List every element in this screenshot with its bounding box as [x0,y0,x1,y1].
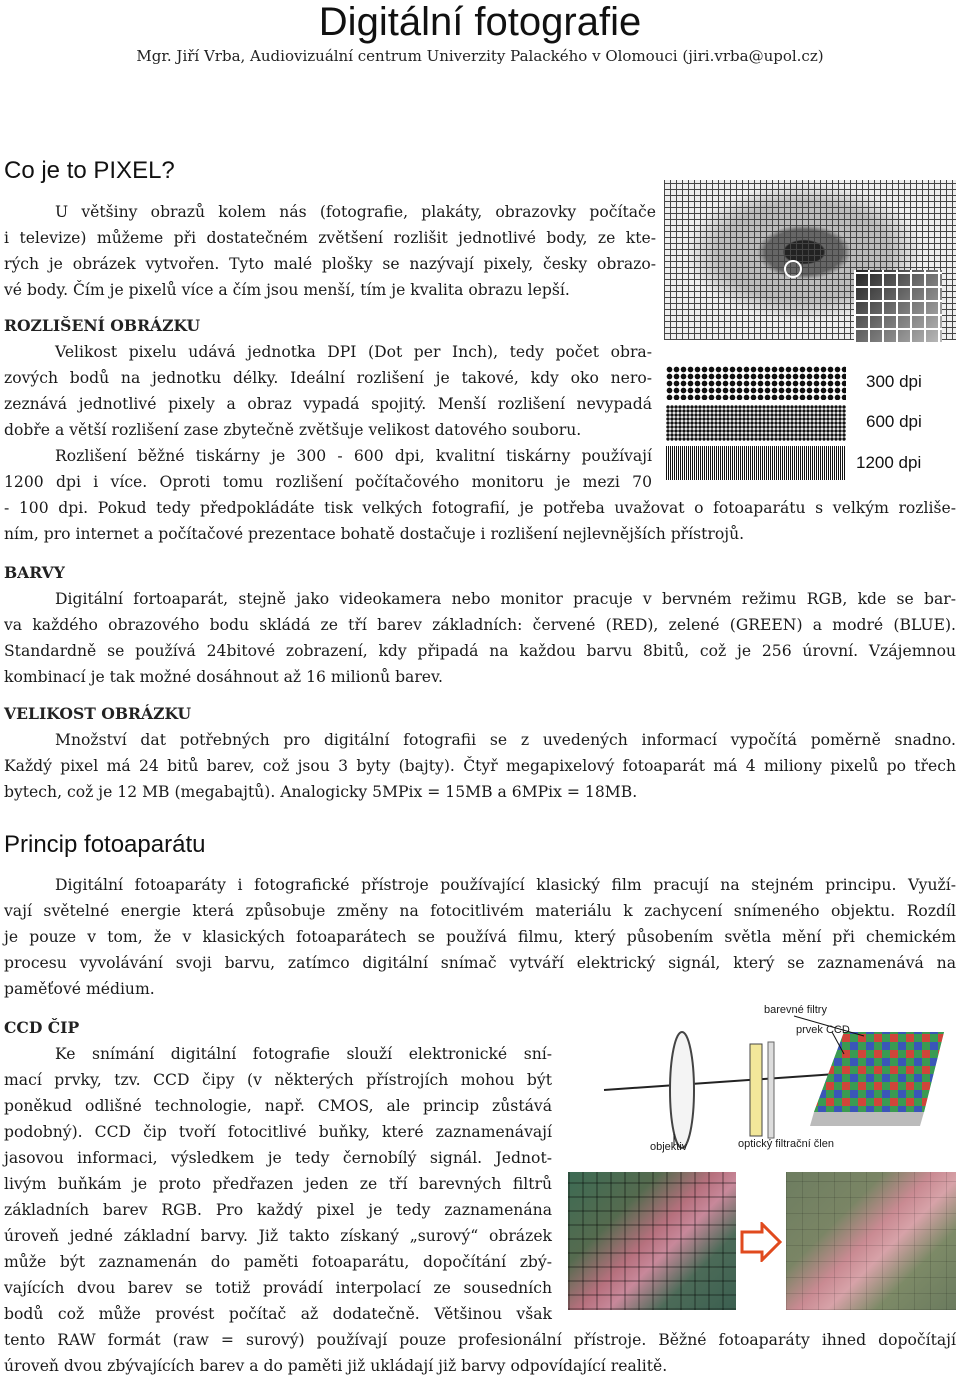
text-line: Velikost pixelu udává jednotka DPI (Dot per Inch), tedy počet obra- [55,343,652,361]
text-line: i televize) můžeme při dostatečném zvětšení rozlišit jednotlivé body, ze kte- [4,229,656,247]
text-line: rých je obrázek vytvořen. Tyto malé plošky se nazývají pixely, česky obrazo- [4,255,656,273]
text-line: základních barev RGB. Pro každý pixel je tedy zaznamenána [4,1201,552,1219]
ccd-diagram-svg [594,1002,954,1160]
label-optical-filter: optický filtrační člen [738,1138,834,1150]
label-color-filters: barevné filtry [764,1004,827,1016]
label-ccd-element: prvek CCD [796,1024,850,1036]
text-line: Standardně se používá 24bitové zobrazení, kdy připadá na každou barvu 8bitů, což je 256 úrovní. Vzájemnou [4,642,956,660]
dpi-label-300: 300 dpi [866,372,922,391]
text-line: úroveň dvou zbývajících barev a do paměti již ukládají již barvy odpovídající realitě. [4,1357,668,1375]
raw-bayer-image [568,1172,736,1310]
text-line: vajících dvou barev se totiž provádí interpolací ze sousedních [4,1279,552,1297]
zoomed-pixels-inset [854,270,942,344]
text-line: zeznává jednotlivé pixely a obraz vypadá spojitý. Menší rozlišení nevypadá [4,395,652,413]
text-line: tento RAW formát (raw = surový) používají pouze profesionální přístroje. Běžné fotoaparáty ihned dopočítají [4,1331,956,1349]
zoom-circle-icon [784,260,802,278]
text-line: Množství dat potřebných pro digitální fotografii se z uvedených informací vypočítá poměrně snadno. [55,731,956,749]
dpi-pattern-1200 [666,446,846,480]
text-line: paměťové médium. [4,980,155,998]
text-line: bytech, což je 12 MB (megabajtů). Analogicky 5MPix = 15MB a 6MPix = 18MB. [4,783,638,801]
text-line: Digitální fortoaparát, stejně jako videokamera nebo monitor pracuje v bervném režimu RGB, kde se bar- [55,590,956,608]
text-line: dobře a větší rozlišení zase zbytečně zvětšuje velikost datového souboru. [4,421,582,439]
resolution-paragraph [4,339,652,495]
text-line: podobný). CCD čip tvoří fotocitlivé buňky, které zaznamenávají [4,1123,552,1141]
ccd-heading: CCD ČIP [4,1018,80,1037]
text-line: ním, pro internet a počítačové prezentace bohatě dostačuje i rozlišení nejlevnějších přístrojů. [4,525,745,543]
page-title: Digitální fotografie [318,0,642,44]
colors-heading: BARVY [4,563,65,582]
optical-filter-shape [750,1044,762,1136]
text-line: Ke snímání digitální fotografie slouží elektronické sní- [55,1045,552,1063]
size-heading: VELIKOST OBRÁZKU [4,704,192,723]
ccd-paragraph-cont [4,1327,956,1379]
text-line: mací prvky, tzv. CCD čipy (v některých přístrojích mohou být [4,1071,552,1089]
text-line: vají světelné energie která způsobuje změny na fotocitlivém materiálu k zachycení snímeného objektu. Rozdíl [4,902,956,920]
camera-principle-paragraph [4,872,956,1002]
resolution-heading: ROZLIŠENÍ OBRÁZKU [4,316,201,335]
text-line: Každý pixel má 24 bitů barev, což jsou 3 byty (bajty). Čtyř megapixelový fotoaparát má 4 miliony pixelů po třech [4,757,956,775]
interpolated-image [786,1172,956,1310]
text-line: vé body. Čím je pixelů více a čím jsou menší, tím je kvalita obrazu lepší. [4,281,570,299]
text-line: je pouze v tom, že v klasických fotoaparátech se používá filmu, který působením světla mění při chemickém [4,928,956,946]
dpi-label-1200: 1200 dpi [856,453,922,472]
text-line: bodů což může provést počítač až dodatečně. Většinou však [4,1305,552,1323]
text-line: může být zaznamenán do paměti fotoaparátu, dopočítání zbý- [4,1253,552,1271]
text-line: 1200 dpi i více. Oproti tomu rozlišení počítačového monitoru je mezi 70 [4,473,652,491]
text-line: procesu vyvolávání svoji barvu, zatímco digitální snímač vytváří elektrický signál, který se zaznamenává na [4,954,956,972]
text-line: livým buňkám je proto předřazen jeden ze tří barevných filtrů [4,1175,552,1193]
section-heading-camera: Princip fotoaparátu [4,831,206,858]
lens-shape [670,1032,694,1148]
label-lens: objektiv [650,1141,688,1153]
dpi-pattern-600 [666,405,846,441]
text-line: úroveň jedné základní barvy. Již takto získaný „surový“ obrázek [4,1227,552,1245]
pixel-intro-paragraph [4,199,656,303]
text-line: va každého obrazového bodu skládá ze tří barev základních: červené (RED), zelené (GREEN) a modré (BLUE). [4,616,956,634]
text-line: zových bodů na jednotku délky. Ideální rozlišení je takové, kdy oko nero- [4,369,652,387]
colors-paragraph [4,586,956,690]
text-line: Rozlišení běžné tiskárny je 300 - 600 dpi, kvalitní tiskárny používají [55,447,652,465]
resolution-paragraph-cont [4,495,956,547]
ccd-paragraph [4,1041,552,1327]
text-line: U většiny obrazů kolem nás (fotografie, plakáty, obrazovky počítače [55,203,656,221]
text-line: kombinací je tak možné dosáhnout až 16 milionů barev. [4,668,443,686]
text-line: Digitální fotoaparáty i fotografické přístroje používající klasický film pracují na stejném principu. Využí- [55,876,956,894]
eye-pixel-grid-image [664,180,956,340]
ccd-diagram [594,1002,954,1160]
section-heading-pixel: Co je to PIXEL? [4,157,175,184]
text-line: poněkud odlišné technologie, např. CMOS, ale princip zůstává [4,1097,552,1115]
dpi-pattern-300 [666,366,846,400]
dpi-label-600: 600 dpi [866,412,922,431]
arrow-right-icon [740,1222,782,1262]
author-line: Mgr. Jiří Vrba, Audiovizuální centrum Univerzity Palackého v Olomouci (jiri.vrba@upol.cz) [136,47,824,65]
text-line: - 100 dpi. Pokud tedy předpokládáte tisk velkých fotografií, je potřeba uvažovat o fotoaparátu s velkým rozliše- [4,499,956,517]
size-paragraph [4,727,956,805]
text-line: jasovou informaci, výsledkem je tedy černobílý signál. Jednot- [4,1149,552,1167]
